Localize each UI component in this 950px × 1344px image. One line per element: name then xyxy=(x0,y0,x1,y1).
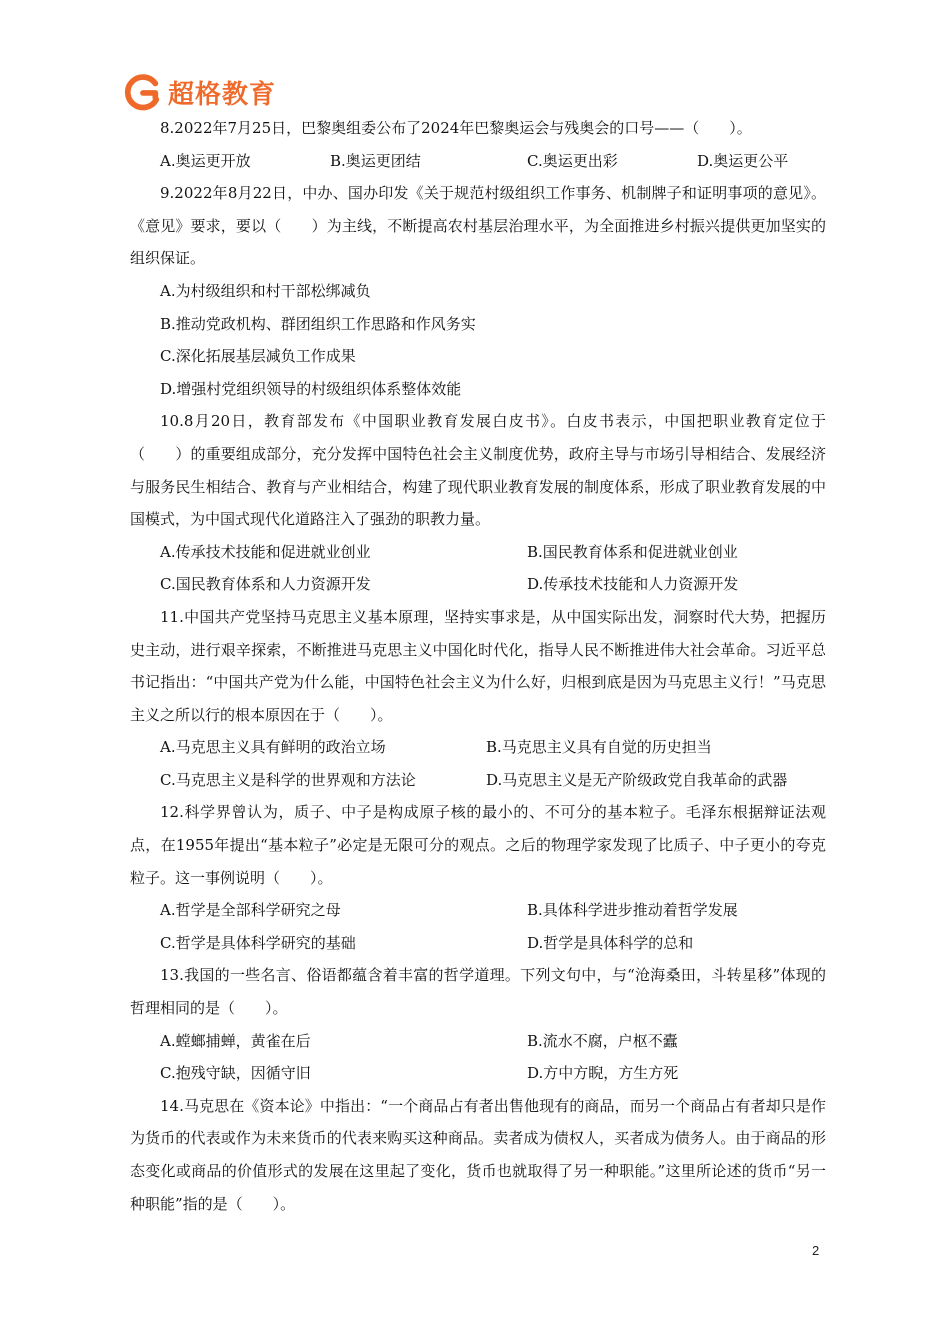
option-a: A.为村级组织和村干部松绑减负 xyxy=(160,281,371,300)
logo-text: 超格教育 xyxy=(168,79,277,110)
question-11-options-row2 xyxy=(130,764,826,797)
option-c: C.马克思主义是科学的世界观和方法论 xyxy=(160,770,416,789)
option-b: B.具体科学进步推动着哲学发展 xyxy=(527,901,738,920)
option-a: A.奥运更开放 xyxy=(160,151,251,170)
brand-logo xyxy=(124,72,276,112)
question-12-stem: 12.科学界曾认为，质子、中子是构成原子核的最小的、不可分的基本粒子。毛泽东根据辩证法观点，在1955年提出“基本粒子”必定是无限可分的观点。之后的物理学家发现了比质子、中子更小的夸克粒子。这一事例说明（ ）。 xyxy=(130,803,826,887)
question-12-options-row2 xyxy=(130,927,826,960)
option-c: C.深化拓展基层减负工作成果 xyxy=(160,347,356,366)
option-c: C.奥运更出彩 xyxy=(527,151,618,170)
option-d: D.增强村党组织领导的村级组织体系整体效能 xyxy=(160,379,462,398)
option-d: D.奥运更公平 xyxy=(697,151,789,170)
question-11-stem: 11.中国共产党坚持马克思主义基本原理，坚持实事求是，从中国实际出发，洞察时代大势，把握历史主动，进行艰辛探索，不断推进马克思主义中国化时代化，指导人民不断推进伟大社会革命。习近平总书记指出：“中国共产党为什么能，中国特色社会主义为什么好，归根到底是因为马克思主义行！”马克思主义之所以行的根本原因在于（ ）。 xyxy=(130,607,826,724)
option-b: B.马克思主义具有自觉的历史担当 xyxy=(486,738,712,757)
option-a: A.螳螂捕蝉，黄雀在后 xyxy=(160,1031,311,1050)
question-13-options-row2 xyxy=(130,1057,826,1090)
question-10-stem: 10.8月20日，教育部发布《中国职业教育发展白皮书》。白皮书表示，中国把职业教育定位于（ ）的重要组成部分，充分发挥中国特色社会主义制度优势，政府主导与市场引导相结合、发展经济与服务民生相结合、教育与产业相结合，构建了现代职业教育发展的制度体系，形成了职业教育发展的中国模式，为中国式现代化道路注入了强劲的职教力量。 xyxy=(130,412,826,529)
option-c: C.哲学是具体科学研究的基础 xyxy=(160,933,356,952)
question-14-stem: 14.马克思在《资本论》中指出：“一个商品占有者出售他现有的商品，而另一个商品占有者却只是作为货币的代表或作为未来货币的代表来购买这种商品。卖者成为债权人，买者成为债务人。由于商品的形态变化或商品的价值形式的发展在这里起了变化，货币也就取得了另一种职能。”这里所论述的货币“另一种职能”指的是（ ）。 xyxy=(130,1096,826,1213)
question-10-options-row2 xyxy=(130,568,826,601)
option-a: A.马克思主义具有鲜明的政治立场 xyxy=(160,738,386,757)
option-b: B.流水不腐，户枢不蠹 xyxy=(527,1031,678,1050)
question-13-options-row1 xyxy=(130,1025,826,1058)
option-d: D.哲学是具体科学的总和 xyxy=(527,933,694,952)
option-b: B.推动党政机构、群团组织工作思路和作风务实 xyxy=(160,314,476,333)
page-number: 2 xyxy=(812,1243,820,1258)
option-d: D.马克思主义是无产阶级政党自我革命的武器 xyxy=(486,770,788,789)
question-9-stem: 9.2022年8月22日，中办、国办印发《关于规范村级组织工作事务、机制牌子和证明事项的意见》。《意见》要求，要以（ ）为主线，不断提高农村基层治理水平，为全面推进乡村振兴提供更加坚实的组织保证。 xyxy=(130,184,826,268)
option-d: D.方中方睨，方生方死 xyxy=(527,1064,679,1083)
option-d: D.传承技术技能和人力资源开发 xyxy=(527,575,739,594)
question-10-options-row1 xyxy=(130,536,826,569)
option-c: C.国民教育体系和人力资源开发 xyxy=(160,575,371,594)
question-8-stem: 8.2022年7月25日，巴黎奥组委公布了2024年巴黎奥运会与残奥会的口号——（ ）。 xyxy=(160,119,752,137)
option-a: A.哲学是全部科学研究之母 xyxy=(160,901,341,920)
logo-icon xyxy=(124,73,162,111)
option-b: B.奥运更团结 xyxy=(330,151,421,170)
question-12-options-row1 xyxy=(130,894,826,927)
question-11-options-row1 xyxy=(130,731,826,764)
question-list xyxy=(130,112,826,1220)
question-8-options xyxy=(130,145,826,178)
option-b: B.国民教育体系和促进就业创业 xyxy=(527,542,738,561)
option-c: C.抱残守缺，因循守旧 xyxy=(160,1064,311,1083)
option-a: A.传承技术技能和促进就业创业 xyxy=(160,542,371,561)
question-13-stem: 13.我国的一些名言、俗语都蕴含着丰富的哲学道理。下列文句中，与“沧海桑田，斗转星移”体现的哲理相同的是（ ）。 xyxy=(130,966,826,1018)
